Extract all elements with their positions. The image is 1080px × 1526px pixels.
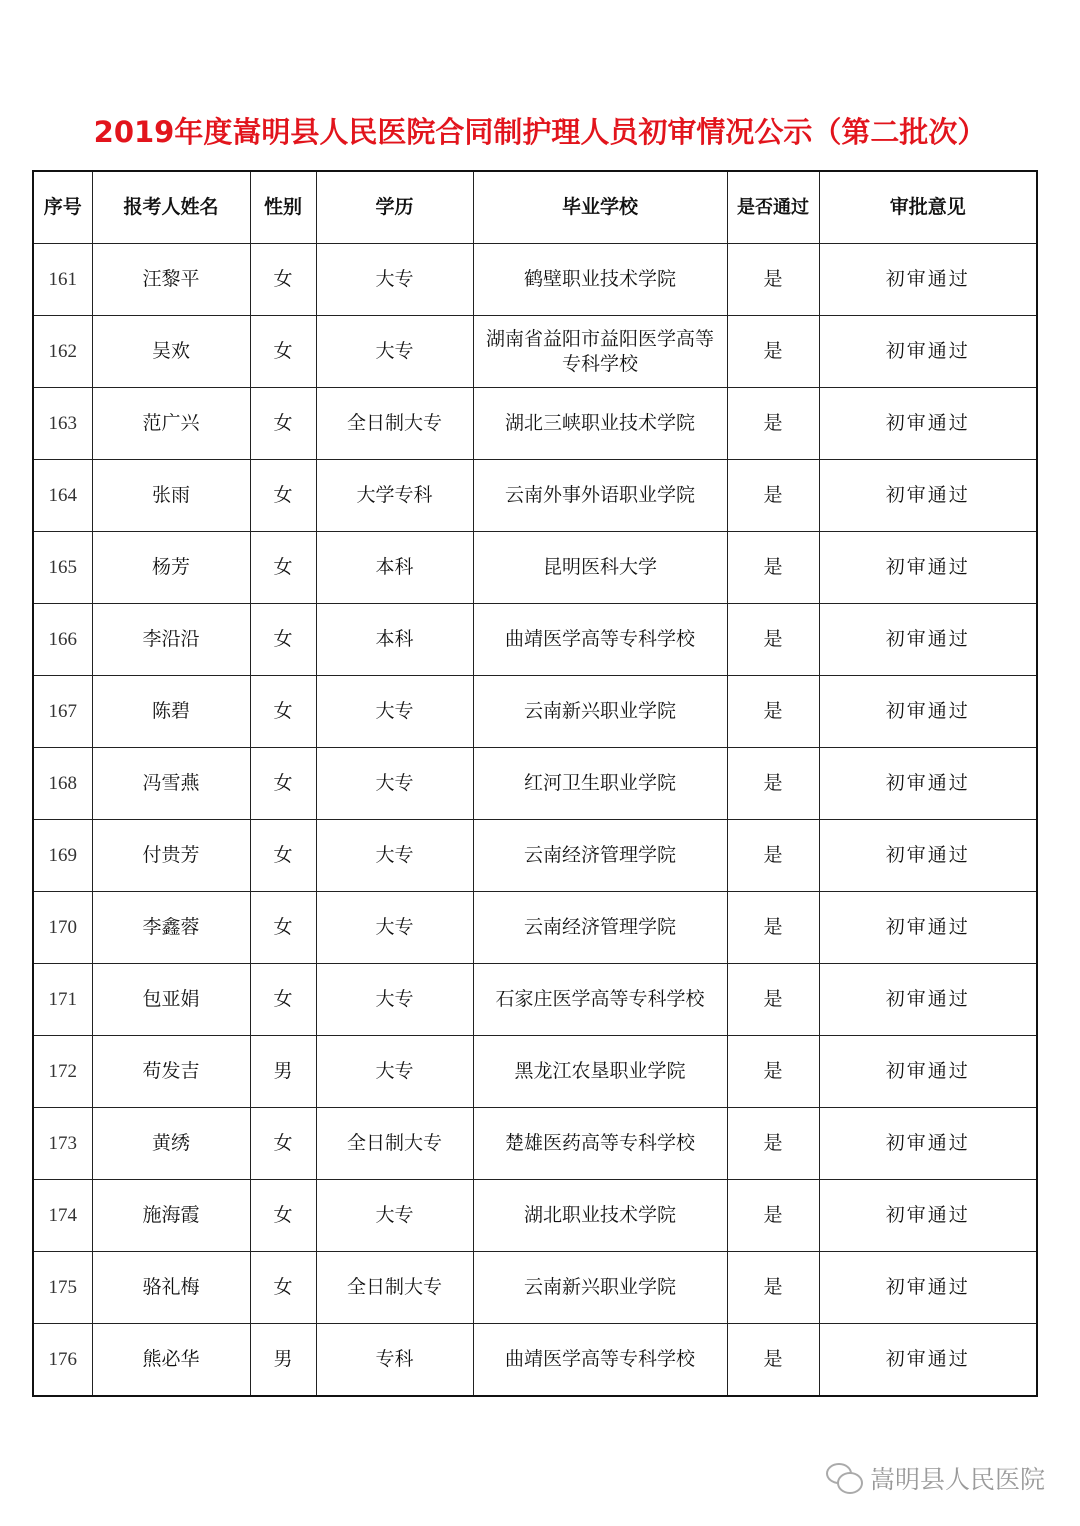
table-row xyxy=(33,1108,1037,1180)
header-school: 毕业学校 xyxy=(473,171,727,244)
cell-no: 169 xyxy=(33,820,92,892)
cell-passed: 是 xyxy=(727,1180,819,1252)
cell-school: 云南经济管理学院 xyxy=(473,820,727,892)
cell-passed: 是 xyxy=(727,748,819,820)
cell-opinion: 初审通过 xyxy=(819,460,1037,532)
cell-no: 167 xyxy=(33,676,92,748)
cell-passed: 是 xyxy=(727,316,819,388)
cell-school: 曲靖医学高等专科学校 xyxy=(473,604,727,676)
cell-no: 176 xyxy=(33,1324,92,1397)
header-gender: 性别 xyxy=(250,171,316,244)
cell-education: 本科 xyxy=(316,532,473,604)
cell-name: 付贵芳 xyxy=(92,820,250,892)
cell-passed: 是 xyxy=(727,676,819,748)
cell-education: 大专 xyxy=(316,316,473,388)
cell-name: 李沿沿 xyxy=(92,604,250,676)
cell-name: 李鑫蓉 xyxy=(92,892,250,964)
cell-passed: 是 xyxy=(727,820,819,892)
cell-name: 吴欢 xyxy=(92,316,250,388)
cell-gender: 女 xyxy=(250,316,316,388)
cell-opinion: 初审通过 xyxy=(819,676,1037,748)
cell-passed: 是 xyxy=(727,532,819,604)
wechat-icon xyxy=(826,1463,862,1493)
cell-school: 云南新兴职业学院 xyxy=(473,1252,727,1324)
cell-passed: 是 xyxy=(727,1252,819,1324)
table-row xyxy=(33,244,1037,316)
cell-gender: 女 xyxy=(250,820,316,892)
cell-gender: 女 xyxy=(250,244,316,316)
cell-opinion: 初审通过 xyxy=(819,1108,1037,1180)
cell-passed: 是 xyxy=(727,388,819,460)
cell-school: 曲靖医学高等专科学校 xyxy=(473,1324,727,1397)
cell-gender: 女 xyxy=(250,892,316,964)
cell-opinion: 初审通过 xyxy=(819,532,1037,604)
roster-table xyxy=(32,170,1038,1397)
cell-no: 164 xyxy=(33,460,92,532)
cell-education: 大专 xyxy=(316,676,473,748)
table-row xyxy=(33,1252,1037,1324)
cell-name: 张雨 xyxy=(92,460,250,532)
table-row xyxy=(33,1036,1037,1108)
cell-name: 冯雪燕 xyxy=(92,748,250,820)
cell-passed: 是 xyxy=(727,604,819,676)
header-passed: 是否通过 xyxy=(727,171,819,244)
cell-gender: 男 xyxy=(250,1324,316,1397)
cell-name: 陈碧 xyxy=(92,676,250,748)
cell-education: 大专 xyxy=(316,1180,473,1252)
cell-passed: 是 xyxy=(727,1108,819,1180)
cell-school: 云南经济管理学院 xyxy=(473,892,727,964)
watermark-text: 嵩明县人民医院 xyxy=(869,1465,1045,1494)
cell-school: 石家庄医学高等专科学校 xyxy=(473,964,727,1036)
cell-education: 大专 xyxy=(316,964,473,1036)
cell-gender: 女 xyxy=(250,460,316,532)
cell-no: 171 xyxy=(33,964,92,1036)
cell-education: 专科 xyxy=(316,1324,473,1397)
table-row xyxy=(33,748,1037,820)
cell-opinion: 初审通过 xyxy=(819,604,1037,676)
table-row xyxy=(33,1180,1037,1252)
cell-education: 大专 xyxy=(316,1036,473,1108)
cell-name: 范广兴 xyxy=(92,388,250,460)
cell-opinion: 初审通过 xyxy=(819,1180,1037,1252)
cell-gender: 女 xyxy=(250,676,316,748)
cell-gender: 男 xyxy=(250,1036,316,1108)
cell-name: 汪黎平 xyxy=(92,244,250,316)
header-opinion: 审批意见 xyxy=(819,171,1037,244)
cell-gender: 女 xyxy=(250,532,316,604)
cell-name: 包亚娟 xyxy=(92,964,250,1036)
cell-name: 黄绣 xyxy=(92,1108,250,1180)
cell-gender: 女 xyxy=(250,1108,316,1180)
cell-no: 170 xyxy=(33,892,92,964)
table-row xyxy=(33,820,1037,892)
header-education: 学历 xyxy=(316,171,473,244)
cell-opinion: 初审通过 xyxy=(819,1324,1037,1397)
cell-school: 昆明医科大学 xyxy=(473,532,727,604)
cell-education: 大学专科 xyxy=(316,460,473,532)
cell-name: 杨芳 xyxy=(92,532,250,604)
cell-school: 鹤壁职业技术学院 xyxy=(473,244,727,316)
watermark xyxy=(826,1460,1045,1496)
cell-passed: 是 xyxy=(727,460,819,532)
cell-gender: 女 xyxy=(250,748,316,820)
cell-name: 施海霞 xyxy=(92,1180,250,1252)
cell-no: 166 xyxy=(33,604,92,676)
cell-no: 163 xyxy=(33,388,92,460)
cell-school: 云南新兴职业学院 xyxy=(473,676,727,748)
cell-gender: 女 xyxy=(250,1180,316,1252)
cell-opinion: 初审通过 xyxy=(819,388,1037,460)
cell-education: 全日制大专 xyxy=(316,1108,473,1180)
cell-education: 全日制大专 xyxy=(316,388,473,460)
cell-no: 162 xyxy=(33,316,92,388)
cell-opinion: 初审通过 xyxy=(819,244,1037,316)
cell-opinion: 初审通过 xyxy=(819,892,1037,964)
table-row xyxy=(33,316,1037,388)
table-row xyxy=(33,964,1037,1036)
header-no: 序号 xyxy=(33,171,92,244)
cell-opinion: 初审通过 xyxy=(819,316,1037,388)
cell-opinion: 初审通过 xyxy=(819,748,1037,820)
cell-school: 湖北职业技术学院 xyxy=(473,1180,727,1252)
cell-gender: 女 xyxy=(250,964,316,1036)
cell-name: 苟发吉 xyxy=(92,1036,250,1108)
table-row xyxy=(33,460,1037,532)
cell-school: 红河卫生职业学院 xyxy=(473,748,727,820)
cell-no: 174 xyxy=(33,1180,92,1252)
cell-school: 黑龙江农垦职业学院 xyxy=(473,1036,727,1108)
cell-education: 大专 xyxy=(316,892,473,964)
cell-education: 大专 xyxy=(316,748,473,820)
cell-passed: 是 xyxy=(727,892,819,964)
cell-opinion: 初审通过 xyxy=(819,820,1037,892)
cell-passed: 是 xyxy=(727,964,819,1036)
cell-no: 172 xyxy=(33,1036,92,1108)
table-row xyxy=(33,892,1037,964)
cell-opinion: 初审通过 xyxy=(819,964,1037,1036)
cell-name: 熊必华 xyxy=(92,1324,250,1397)
cell-opinion: 初审通过 xyxy=(819,1036,1037,1108)
cell-passed: 是 xyxy=(727,1036,819,1108)
cell-passed: 是 xyxy=(727,1324,819,1397)
header-name: 报考人姓名 xyxy=(92,171,250,244)
cell-school: 湖南省益阳市益阳医学高等专科学校 xyxy=(473,316,727,388)
cell-education: 大专 xyxy=(316,244,473,316)
cell-no: 173 xyxy=(33,1108,92,1180)
table-row xyxy=(33,388,1037,460)
cell-school: 湖北三峡职业技术学院 xyxy=(473,388,727,460)
cell-no: 168 xyxy=(33,748,92,820)
cell-gender: 女 xyxy=(250,1252,316,1324)
cell-no: 165 xyxy=(33,532,92,604)
table-row xyxy=(33,676,1037,748)
cell-education: 本科 xyxy=(316,604,473,676)
cell-passed: 是 xyxy=(727,244,819,316)
cell-gender: 女 xyxy=(250,388,316,460)
cell-opinion: 初审通过 xyxy=(819,1252,1037,1324)
table-header-row xyxy=(33,171,1037,244)
cell-name: 骆礼梅 xyxy=(92,1252,250,1324)
cell-gender: 女 xyxy=(250,604,316,676)
cell-no: 161 xyxy=(33,244,92,316)
cell-school: 云南外事外语职业学院 xyxy=(473,460,727,532)
table-row xyxy=(33,1324,1037,1397)
cell-education: 全日制大专 xyxy=(316,1252,473,1324)
document-title: 2019年度嵩明县人民医院合同制护理人员初审情况公示（第二批次） xyxy=(93,115,987,149)
cell-school: 楚雄医药高等专科学校 xyxy=(473,1108,727,1180)
table-row xyxy=(33,532,1037,604)
table-row xyxy=(33,604,1037,676)
cell-education: 大专 xyxy=(316,820,473,892)
cell-no: 175 xyxy=(33,1252,92,1324)
